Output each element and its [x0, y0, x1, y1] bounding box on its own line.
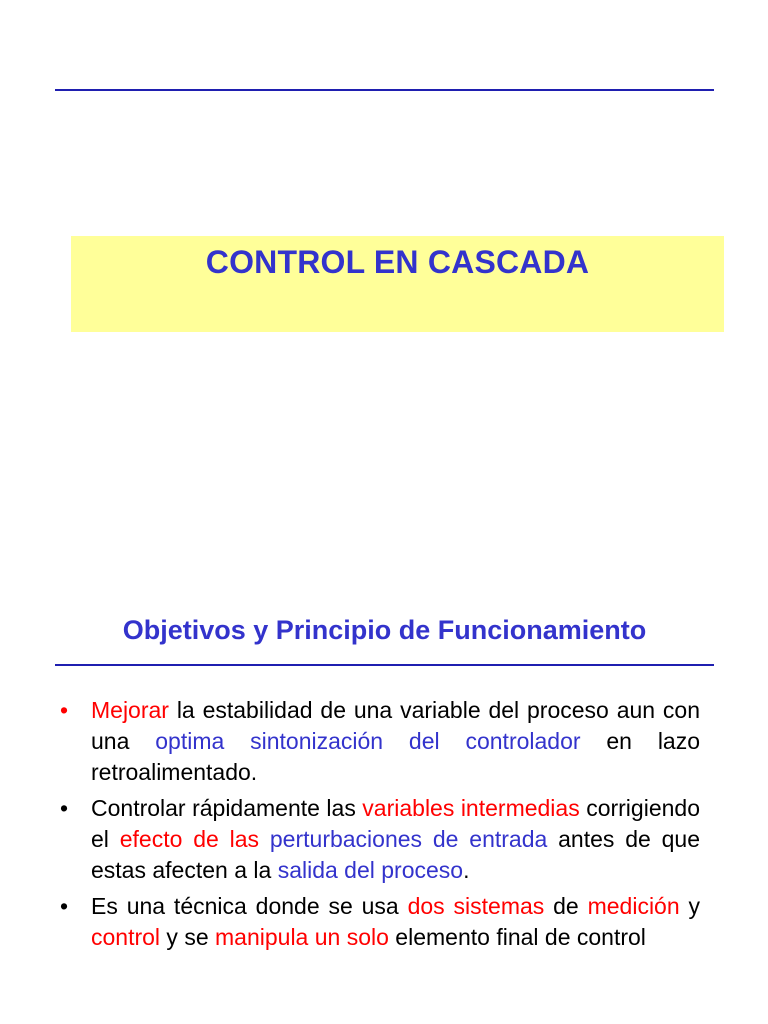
bullet-icon: •: [60, 795, 69, 821]
bullet-text-segment: corrigiendo el: [91, 795, 700, 852]
bullet-text-segment: perturbaciones de entrada: [269, 826, 548, 852]
bullet-text-segment: antes de que estas afecten a la: [91, 826, 701, 883]
bullet-icon: •: [60, 893, 69, 919]
bullet-text-segment: [259, 826, 270, 852]
top-divider: [55, 89, 714, 91]
bullet-text-segment: Es una técnica donde se usa: [91, 893, 408, 919]
title-box: [71, 236, 724, 332]
bullet-text-segment: salida del proceso: [277, 857, 464, 883]
slide-title: CONTROL EN CASCADA: [205, 244, 590, 280]
bullet-text-segment: medición: [587, 893, 680, 919]
bullet-text-segment: Mejorar: [91, 697, 169, 723]
bullet-text-segment: Controlar rápidamente las: [91, 795, 363, 821]
bullet-list: [60, 695, 700, 958]
section-heading: Objetivos y Principio de Funcionamiento: [122, 615, 647, 645]
section-divider: [55, 664, 714, 666]
bullet-text-segment: la estabilidad de una variable del proceso aun con una: [91, 697, 700, 754]
bullet-text-segment: efecto de las: [119, 826, 260, 852]
bullet-text-segment: variables intermedias: [362, 795, 580, 821]
bullet-text-segment: control: [91, 924, 161, 950]
bullet-text-segment: y: [679, 893, 701, 919]
bullet-text-segment: de: [544, 893, 588, 919]
bullet-item: [60, 793, 700, 886]
bullet-text-segment: y se: [160, 924, 216, 950]
bullet-item: [60, 891, 700, 953]
bullet-text-segment: optima sintonización del controlador: [155, 728, 581, 754]
bullet-text-segment: dos sistemas: [407, 893, 545, 919]
bullet-text-segment: manipula un solo: [215, 924, 389, 950]
bullet-text-segment: .: [463, 857, 470, 883]
bullet-icon: •: [60, 697, 69, 723]
bullet-item: [60, 695, 700, 788]
bullet-text-segment: en lazo retroalimentado.: [91, 728, 701, 785]
bullet-text-segment: elemento final de control: [388, 924, 646, 950]
